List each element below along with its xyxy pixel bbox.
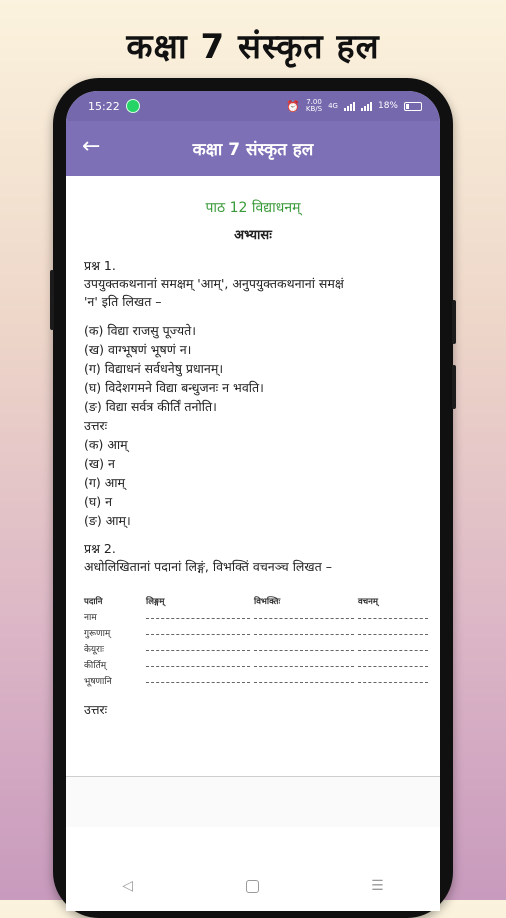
phone-side-button [452, 300, 456, 344]
phone-screen [66, 91, 440, 911]
table-word: गुरूणाम् [84, 629, 111, 639]
statement-item: (ग) विद्याधनं सर्वधनेषु प्रधानम्। [84, 361, 224, 376]
app-bar-title: कक्षा 7 संस्कृत हल [192, 140, 314, 160]
blank-line [254, 658, 354, 667]
blank-line [146, 610, 250, 619]
lesson-content[interactable] [66, 176, 440, 718]
blank-line [146, 626, 250, 635]
blank-line [358, 658, 428, 667]
table-word: केयूराः [84, 645, 104, 655]
system-nav-bar [66, 861, 440, 911]
blank-line [358, 642, 428, 651]
blank-line [358, 674, 428, 683]
table-header: पदानि [84, 597, 103, 607]
nav-home-icon[interactable] [246, 880, 259, 893]
table-header: लिङ्गम् [146, 597, 165, 607]
question-instruction: उपयुक्तकथनानां समक्षम् 'आम्', अनुपयुक्तकथनानां समक्षं [84, 276, 344, 291]
answer-item: (घ) न [84, 494, 113, 509]
table-word: भूषणानि [84, 677, 112, 687]
table-header: विभक्तिः [254, 597, 281, 607]
table-word: नाम [84, 613, 97, 623]
network-type: 4G [328, 101, 338, 110]
question-instruction: अधोलिखितानां पदानां लिङ्गं, विभक्तिं वचनञ्च लिखत – [84, 559, 332, 574]
answer-label: उत्तरः [84, 702, 108, 717]
blank-line [146, 674, 250, 683]
word-analysis-table [84, 596, 422, 687]
blank-line [254, 626, 354, 635]
blank-line [146, 658, 250, 667]
battery-percent: 18% [377, 101, 398, 111]
network-speed: 7.00 KB/S [305, 98, 323, 113]
phone-side-button [50, 270, 54, 330]
signal-icon [361, 102, 372, 111]
nav-back-icon[interactable]: ◁ [122, 878, 134, 894]
phone-side-button [452, 365, 456, 409]
question-label: प्रश्न 1. [84, 258, 116, 273]
status-bar [66, 91, 440, 121]
answer-item: (क) आम् [84, 437, 128, 452]
statement-item: (घ) विदेशगमने विद्या बन्धुजनः न भवति। [84, 380, 264, 395]
app-bar [66, 121, 440, 176]
answer-item: (ख) न [84, 456, 115, 471]
battery-icon [404, 102, 422, 111]
question-label: प्रश्न 2. [84, 541, 116, 556]
statement-item: (ङ) विद्या सर्वत्र कीर्तिं तनोति। [84, 399, 217, 414]
back-arrow-icon[interactable]: ← [82, 134, 101, 159]
status-time: 15:22 [88, 99, 120, 113]
blank-line [358, 626, 428, 635]
whatsapp-icon [126, 99, 140, 113]
blank-line [254, 610, 354, 619]
blank-line [358, 610, 428, 619]
answer-label: उत्तरः [84, 418, 108, 433]
signal-icon [344, 102, 355, 111]
statement-item: (क) विद्या राजसु पूज्यते। [84, 323, 197, 338]
answer-item: (ङ) आम्। [84, 513, 131, 528]
blank-line [254, 674, 354, 683]
blank-line [254, 642, 354, 651]
table-header: वचनम् [358, 597, 378, 607]
question-instruction: 'न' इति लिखत – [84, 294, 162, 309]
promo-title: कक्षा 7 संस्कृत हल [126, 27, 380, 67]
lesson-title: पाठ 12 विद्याधनम् [205, 200, 301, 216]
statement-item: (ख) वाग्भूषणं भूषणं न। [84, 342, 192, 357]
nav-recents-icon[interactable]: ☰ [371, 878, 384, 894]
answer-item: (ग) आम् [84, 475, 126, 490]
bottom-panel [66, 777, 440, 827]
exercise-title: अभ्यासः [234, 228, 272, 243]
table-word: कीर्तिम् [84, 661, 107, 671]
alarm-icon: ⏰ [286, 99, 300, 113]
blank-line [146, 642, 250, 651]
